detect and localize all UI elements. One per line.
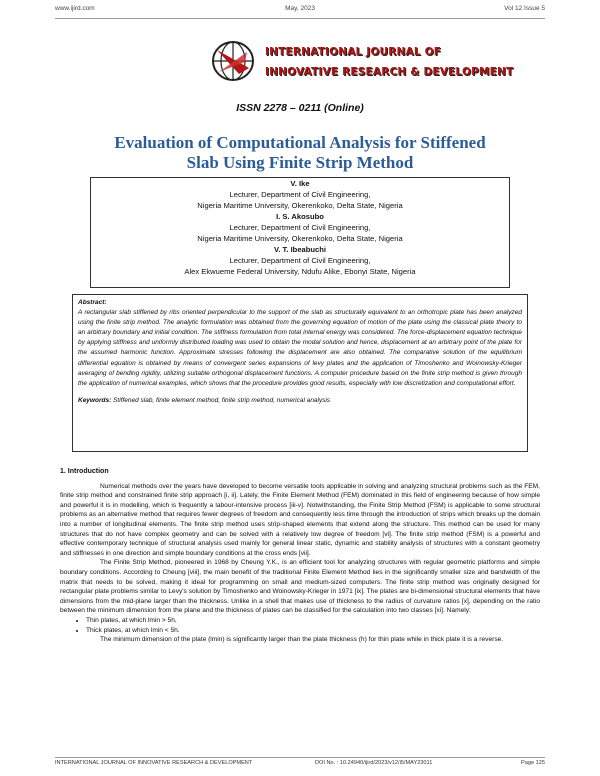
header-rule (55, 18, 545, 19)
paragraph: The minimum dimension of the plate (lmin) is significantly larger than the plate thickness (h) for thin plate while in thick plate it is a reverse. (100, 636, 504, 644)
keywords-label: Keywords: (78, 396, 112, 404)
header-date: May, 2023 (285, 5, 315, 12)
keywords-text: Stiffened slab, finite element method, finite strip method, numerical analysis (113, 396, 331, 404)
abstract-body: A rectangular slab stiffened by ribs oriented perpendicular to the support of the slab as structurally equivalent to an orthotropic plate has been analyzed using the finite strip method. The analytic formulation was obtained from the governing equation of motion of the plate using the classical plate theory to an arbitrary boundary and initial condition. The stiffness formulation from total internal energy was considered. The force-displacement equation technique by applying stiffness and uniformly distributed loading was used to obtain the modal solution and hence, displacement at an arbitrary point of the plate for the assumed harmonic function. Approximate stresses following the displacement are also obtained. The comparative solution of the equilibrium differential equation is obtained by means of convergent series expansions of levy plates and the application of Timoshenko and Woinowsky-Krieger averaging of bending rigidity, utilizing suitable orthogonal displacement functions. A computer procedure based on the finite strip method is given through the application of numerical examples, which shows that the procedure provides good results, especially with low discretization and computational effort. (78, 309, 522, 387)
bullet-list (60, 616, 540, 635)
paragraph: Numerical methods over the years have developed to become versatile tools applicable in solving and analyzing structural problems such as the FEM, finite strip method and constrained finite strip approach [i, ii]. Lately, the Finite Element Method (FEM) dominated in this field of engineering because of how simple and powerful it is in modelling, which is frequently a labour-intensive process [iii-v]. Notwithstanding, the Finite Strip Method (FSM) is applicable to some structural problems as an alternative method that requires fewer degrees of freedom and consequently less time through the introduction of strips which breaks up the domain into a number of longitudinal elements. The finite strip method uses strip-shaped elements that extend along the structure. This method can be used for many structures that do not have complex geometry and can be solved with a relatively low degree of freedom [vi]. The finite strip method (FSM) is a powerful and effective contemporary technique of structural analysis used mainly for general linear static, dynamic and stability analysis of structures with a constant geometry and stiffnesses in one direction and simple boundary conditions at the cross ends [vii]. (60, 482, 540, 557)
section-heading: 1. Introduction (60, 468, 109, 475)
logo-line-2: INNOVATIVE RESEARCH & DEVELOPMENT (265, 66, 514, 78)
paper-title-line-1: Evaluation of Computational Analysis for Stiffened (114, 133, 486, 152)
journal-logo (205, 32, 514, 90)
footer-doi: DOI No. : 10.24940/ijird/2023/v12/i5/MAY23011 (315, 760, 433, 766)
author-name: I. S. Akosubo (276, 212, 324, 221)
list-item: • Thick plates, at which lmin < 5h. (86, 626, 540, 636)
introduction-section (60, 467, 540, 645)
list-item: • Thin plates, at which lmin > 5h, (86, 616, 540, 626)
footer-journal: INTERNATIONAL JOURNAL OF INNOVATIVE RESEARCH & DEVELOPMENT (55, 760, 253, 766)
running-footer (55, 760, 545, 770)
author-name: V. T. Ibeabuchi (273, 245, 327, 254)
issn: ISSN 2278 – 0211 (Online) (236, 102, 364, 114)
header-volume: Vol 12 Issue 5 (504, 5, 545, 12)
paper-title (60, 133, 540, 173)
paragraph: The Finite Strip Method, pioneered in 1968 by Cheung Y.K., is an efficient tool for analyzing structures with regular geometric platforms and simple boundary conditions. According to Cheung [viii], the main benefit of the traditional Finite Element Method lies in the significantly smaller size and bandwidth of the matrix that needs to be solved, making it ideal for programming on small and medium-sized computers. The finite strip method was originally designed for rectangular plate problems similar to Levy's solution by Timoshenko and Woinowsky-Krieger in 1971 [ix]. The plates are bi-dimensional structural elements that have dimensions from the mid-plane larger than the thickness. Unlike in a shell that makes use of thickness to the radius of curvature ratios [x], depending on the ratio between the minimum dimension from the plane and the thickness of plates can be classified for the calculation into two classes [xi]. Namely: (60, 559, 540, 615)
author-affiliation: Nigeria Maritime University, Okerenkoko, Delta State, Nigeria (197, 201, 403, 210)
running-header (55, 5, 545, 19)
header-website: www.ijird.com (55, 5, 95, 12)
abstract-heading: Abstract: (78, 299, 107, 306)
author-role: Lecturer, Department of Civil Engineering, (229, 256, 371, 265)
logo-line-1: INTERNATIONAL JOURNAL OF (265, 46, 442, 58)
footer-page: Page 125 (521, 760, 545, 766)
keywords (78, 396, 522, 406)
authors-box (90, 177, 510, 288)
journal-emblem-icon (209, 38, 257, 84)
abstract-box (72, 294, 528, 452)
paper-title-line-2: Slab Using Finite Strip Method (186, 153, 414, 172)
author-role: Lecturer, Department of Civil Engineering, (229, 190, 371, 199)
author-name: V. Ike (290, 179, 310, 188)
author-affiliation: Nigeria Maritime University, Okerenkoko, Delta State, Nigeria (197, 234, 403, 243)
author-affiliation: Alex Ekwueme Federal University, Ndufu Alike, Ebonyi State, Nigeria (184, 267, 416, 276)
author-role: Lecturer, Department of Civil Engineering, (229, 223, 371, 232)
footer-rule (55, 757, 545, 758)
